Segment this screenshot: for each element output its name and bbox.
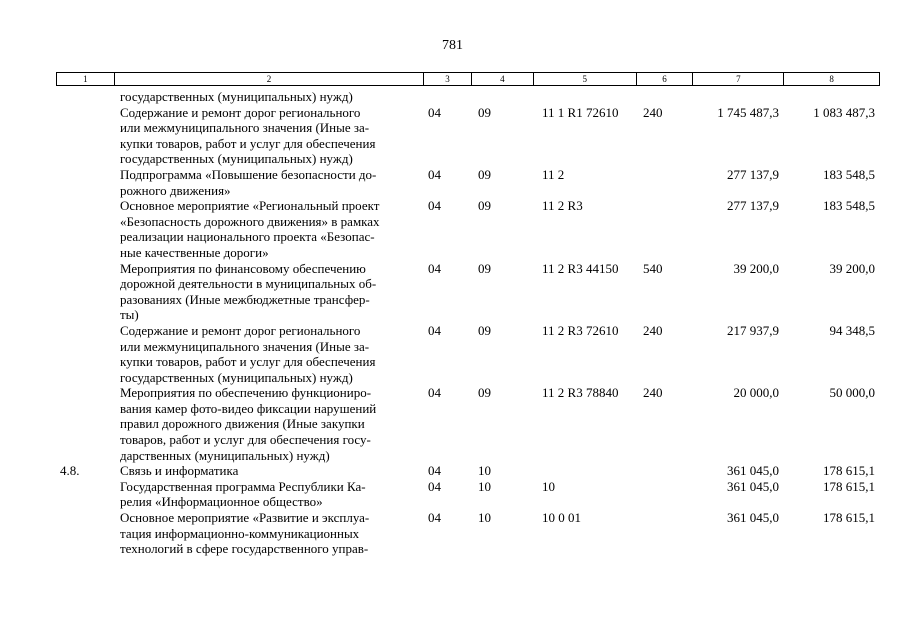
target-article-code bbox=[534, 89, 637, 105]
target-article-code: 11 2 R3 bbox=[542, 198, 583, 214]
table-row bbox=[56, 105, 880, 167]
row-number bbox=[56, 479, 114, 510]
budget-table bbox=[56, 89, 880, 557]
expense-type-code bbox=[637, 510, 694, 557]
table-row bbox=[56, 89, 880, 105]
table-row bbox=[56, 323, 880, 385]
subsection-code bbox=[472, 89, 534, 105]
amount-year-2: 39 200,0 bbox=[829, 260, 875, 276]
amount-year-1: 277 137,9 bbox=[727, 198, 779, 214]
section-code bbox=[424, 89, 472, 105]
row-description: Подпрограмма «Повышение безопасности до- рожного движения» bbox=[120, 166, 377, 198]
amount-year-1: 361 045,0 bbox=[727, 510, 779, 526]
row-description: государственных (муниципальных) нужд) bbox=[120, 89, 353, 104]
column-number-2: 2 bbox=[115, 73, 424, 85]
row-description: Мероприятия по финансовому обеспечению дорожной деятельности в муниципальных об- разованиях (Иные межбюджетные трансфер- ты) bbox=[120, 260, 377, 323]
amount-year-2: 50 000,0 bbox=[829, 385, 875, 401]
target-article-code: 10 bbox=[542, 478, 555, 494]
amount-year-1: 361 045,0 bbox=[727, 463, 779, 479]
target-article-code bbox=[534, 463, 637, 479]
section-code: 04 bbox=[428, 463, 441, 479]
section-code: 04 bbox=[428, 260, 441, 276]
row-description: Связь и информатика bbox=[120, 463, 239, 479]
row-description: Основное мероприятие «Развитие и эксплуа- тация информационно-коммуникационных технологий в сфере государственного управ- bbox=[120, 510, 370, 557]
table-row bbox=[56, 385, 880, 463]
subsection-code: 09 bbox=[478, 260, 491, 276]
amount-year-1: 20 000,0 bbox=[733, 385, 779, 401]
amount-year-2: 178 615,1 bbox=[823, 478, 875, 494]
row-number bbox=[56, 385, 114, 463]
amount-year-2: 178 615,1 bbox=[823, 510, 875, 526]
amount-year-2 bbox=[785, 89, 880, 105]
row-number bbox=[56, 510, 114, 557]
row-number bbox=[56, 198, 114, 260]
subsection-code: 10 bbox=[478, 478, 491, 494]
row-description: Государственная программа Республики Ка- релия «Информационное общество» bbox=[120, 478, 366, 510]
subsection-code: 10 bbox=[478, 463, 491, 479]
column-number-4: 4 bbox=[472, 73, 534, 85]
column-number-8: 8 bbox=[829, 74, 834, 84]
table-row bbox=[56, 510, 880, 557]
target-article-code: 11 2 R3 72610 bbox=[542, 322, 619, 338]
column-number-1: 1 bbox=[57, 73, 115, 85]
amount-year-2: 183 548,5 bbox=[823, 198, 875, 214]
amount-year-1: 277 137,9 bbox=[727, 166, 779, 182]
expense-type-code: 240 bbox=[643, 385, 663, 401]
subsection-code: 09 bbox=[478, 166, 491, 182]
row-description: Мероприятия по обеспечению функциониро- вания камер фото-видео фиксации нарушений правил дорожного движения (Иные закупки товаров, работ и услуг для обеспечения госу- дарственных (муниципальных) нужд) bbox=[120, 385, 377, 463]
subsection-code: 09 bbox=[478, 322, 491, 338]
amount-year-1 bbox=[694, 89, 785, 105]
target-article-code: 11 2 R3 44150 bbox=[542, 260, 619, 276]
row-number bbox=[56, 261, 114, 323]
row-number bbox=[56, 167, 114, 198]
row-number bbox=[56, 89, 114, 105]
section-code: 04 bbox=[428, 478, 441, 494]
section-code: 04 bbox=[428, 104, 441, 120]
column-number-3: 3 bbox=[424, 73, 472, 85]
column-number-6: 6 bbox=[637, 73, 694, 85]
target-article-code: 11 1 R1 72610 bbox=[542, 104, 619, 120]
table-row bbox=[56, 479, 880, 510]
amount-year-1: 39 200,0 bbox=[733, 260, 779, 276]
row-number bbox=[56, 323, 114, 385]
amount-year-2: 94 348,5 bbox=[829, 322, 875, 338]
row-description: Содержание и ремонт дорог регионального или межмуниципального значения (Иные за- купки товаров, работ и услуг для обеспечения государственных (муниципальных) нужд) bbox=[120, 104, 376, 167]
expense-type-code bbox=[637, 89, 694, 105]
section-code: 04 bbox=[428, 385, 441, 401]
row-description: Основное мероприятие «Региональный проект «Безопасность дорожного движения» в рамках реализации национального проекта «Безопас- ные качественные дороги» bbox=[120, 198, 380, 260]
amount-year-2: 1 083 487,3 bbox=[813, 104, 875, 120]
subsection-code: 09 bbox=[478, 198, 491, 214]
amount-year-1: 217 937,9 bbox=[727, 322, 779, 338]
expense-type-code bbox=[637, 198, 694, 260]
expense-type-code bbox=[637, 479, 694, 510]
section-code: 04 bbox=[428, 198, 441, 214]
column-number-7: 7 bbox=[693, 73, 784, 85]
expense-type-code: 540 bbox=[643, 260, 663, 276]
expense-type-code: 240 bbox=[643, 322, 663, 338]
column-number-5: 5 bbox=[534, 73, 637, 85]
amount-year-2: 183 548,5 bbox=[823, 166, 875, 182]
amount-year-1: 361 045,0 bbox=[727, 478, 779, 494]
expense-type-code: 240 bbox=[643, 104, 663, 120]
expense-type-code bbox=[637, 167, 694, 198]
row-number bbox=[56, 105, 114, 167]
section-code: 04 bbox=[428, 510, 441, 526]
row-number: 4.8. bbox=[60, 463, 80, 479]
amount-year-2: 178 615,1 bbox=[823, 463, 875, 479]
target-article-code: 11 2 R3 78840 bbox=[542, 385, 619, 401]
table-row bbox=[56, 463, 880, 479]
target-article-code: 11 2 bbox=[542, 166, 565, 182]
subsection-code: 09 bbox=[478, 385, 491, 401]
table-row bbox=[56, 167, 880, 198]
page-number: 781 bbox=[442, 38, 463, 53]
expense-type-code bbox=[637, 463, 694, 479]
target-article-code: 10 0 01 bbox=[542, 510, 581, 526]
section-code: 04 bbox=[428, 322, 441, 338]
amount-year-1: 1 745 487,3 bbox=[717, 104, 779, 120]
subsection-code: 10 bbox=[478, 510, 491, 526]
table-row bbox=[56, 261, 880, 323]
subsection-code: 09 bbox=[478, 104, 491, 120]
section-code: 04 bbox=[428, 166, 441, 182]
table-row bbox=[56, 198, 880, 260]
table-column-numbers bbox=[56, 72, 880, 86]
row-description: Содержание и ремонт дорог регионального или межмуниципального значения (Иные за- купки товаров, работ и услуг для обеспечения государственных (муниципальных) нужд) bbox=[120, 322, 376, 385]
